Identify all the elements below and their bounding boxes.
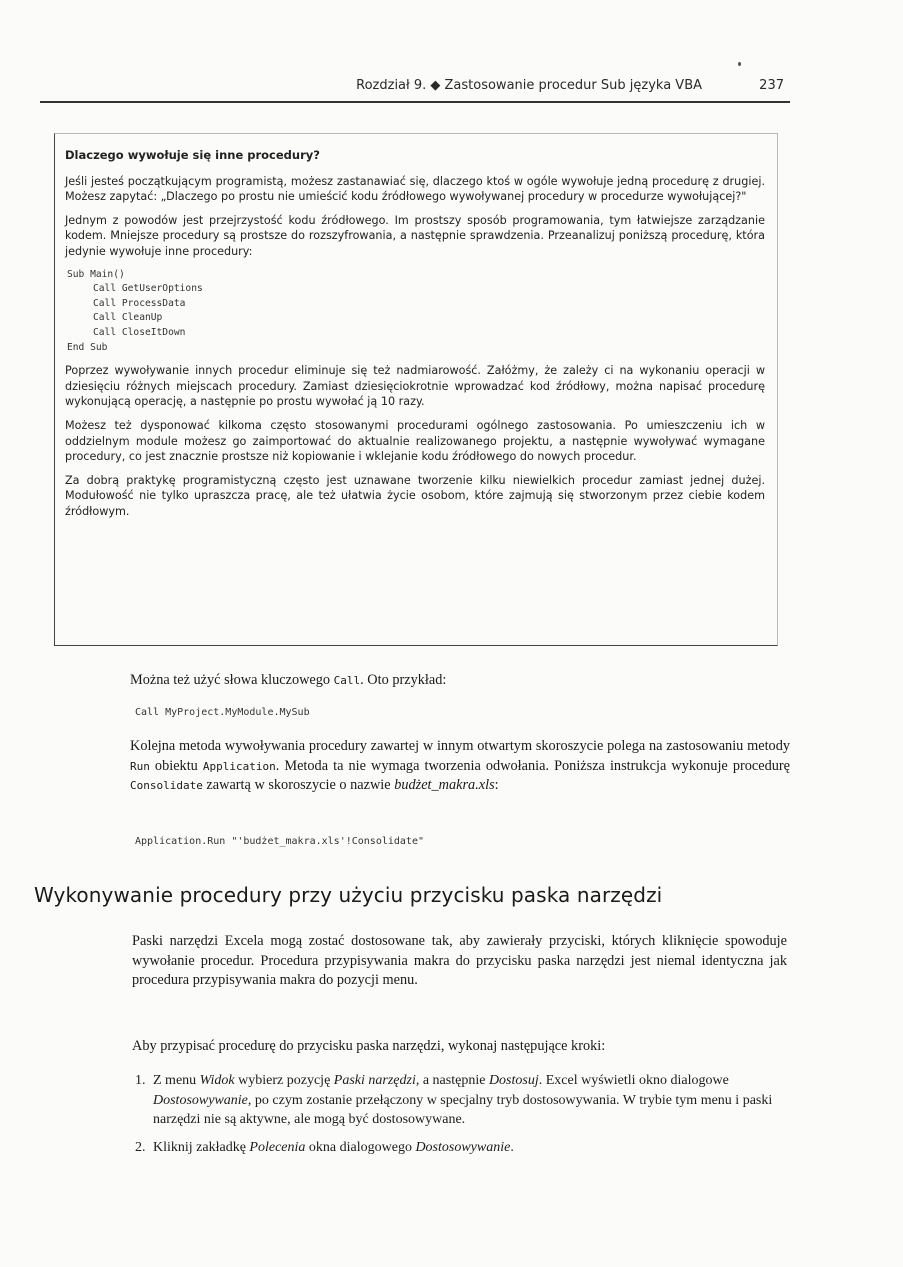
- chapter-title: Rozdział 9. ◆ Zastosowanie procedur Sub języka VBA: [356, 78, 702, 93]
- text-run: okna dialogowego: [305, 1139, 416, 1155]
- text-run: wybierz pozycję: [234, 1073, 334, 1088]
- code-line: Call GetUserOptions: [93, 283, 203, 295]
- sidebar-paragraph-1: Jeśli jesteś początkującym programistą, możesz zastanawiać się, dlaczego ktoś w ogóle wywołuje jedną procedurę z drugiej. Możesz zapytać: „Dlaczego po prostu nie umieścić kodu źródłowego wywoływanej procedury w procedurze wywołującej?": [65, 174, 765, 204]
- text-run: obiektu: [149, 757, 203, 774]
- code-line: Call CloseItDown: [93, 326, 186, 338]
- dialog-name: Dostosowywanie: [415, 1139, 511, 1155]
- text-run: Kliknij zakładkę: [153, 1139, 250, 1155]
- running-header: [40, 78, 790, 102]
- inline-code: Consolidate: [130, 779, 203, 792]
- section-paragraph-2: Aby przypisać procedurę do przycisku paska narzędzi, wykonaj następujące kroki:: [132, 1038, 606, 1054]
- tab-name: Polecenia: [249, 1139, 306, 1155]
- sidebar-paragraph-2: Jednym z powodów jest przejrzystość kodu źródłowego. Im prostszy sposób programowania, tym łatwiejsze zarządzanie kodem. Mniejsze procedury są prostsze do rozszyfrowania, a następnie sprawdzenia. Przeanalizuj poniższą procedurę, która jedynie wywołuje inne procedury:: [65, 213, 765, 258]
- scan-speck: [738, 62, 741, 66]
- code-line: End Sub: [67, 341, 108, 353]
- text-run: Z menu: [153, 1073, 200, 1088]
- text-run: Można też użyć słowa kluczowego: [130, 672, 334, 688]
- page-number: 237: [759, 78, 784, 93]
- sidebar-paragraph-4: Możesz też dysponować kilkoma często stosowanymi procedurami ogólnego zastosowania. Po umieszczeniu ich w oddzielnym module możesz go zaimportować do aktualnie realizowanego projektu, a następnie wywoływać wymagane procedury, co jest znacznie prostsze niż kopiowanie i wklejanie kodu źródłowego do nowych procedur.: [65, 418, 765, 464]
- code-line: Call ProcessData: [93, 297, 186, 309]
- text-run: , a następnie: [415, 1073, 489, 1088]
- menu-name: Widok: [199, 1073, 235, 1088]
- sidebar-box: [54, 133, 778, 646]
- text-run: Kolejna metoda wywoływania procedury zawartej w innym otwartym skoroszycie polega na zastosowaniu metody: [130, 738, 790, 754]
- list-item: [135, 1138, 775, 1158]
- code-line: Sub Main(): [67, 268, 125, 280]
- step-number: 2.: [135, 1139, 146, 1155]
- header-rule: [40, 101, 790, 103]
- dialog-name: Dostosowywanie: [153, 1092, 248, 1108]
- sidebar-title: Dlaczego wywołuje się inne procedury?: [65, 148, 320, 162]
- text-run: . Metoda ta nie wymaga tworzenia odwołania. Poniższa instrukcja wykonuje procedurę: [275, 757, 790, 774]
- call-code-example: Call MyProject.MyModule.MySub: [135, 707, 310, 718]
- text-run: . Excel wyświetli okno dialogowe: [538, 1073, 729, 1088]
- code-line: Call CleanUp: [93, 312, 163, 324]
- text-run: :: [494, 777, 499, 793]
- section-heading: Wykonywanie procedury przy użyciu przycisku paska narzędzi: [34, 883, 663, 907]
- steps-list: [135, 1071, 775, 1165]
- call-intro-paragraph: [130, 671, 790, 691]
- text-run: . Oto przykład:: [360, 672, 447, 688]
- sidebar-paragraph-3: Poprzez wywoływanie innych procedur eliminuje się też nadmiarowość. Załóżmy, że zależy ci na wykonaniu operacji w dziesięciu różnych miejscach procedury. Zamiast dziesięciokrotnie wprowadzać kod źródłowy, można napisać procedurę wykonującą operację, a następnie po prostu wywołać ją 10 razy.: [65, 364, 765, 409]
- menu-item-name: Paski narzędzi: [333, 1073, 416, 1088]
- step-number: 1.: [135, 1073, 146, 1088]
- run-code-example: Application.Run "'budżet_makra.xls'!Consolidate": [135, 836, 424, 847]
- inline-code: Call: [333, 674, 361, 687]
- menu-item-name: Dostosuj: [488, 1073, 539, 1088]
- sidebar-code-block: [67, 268, 765, 356]
- run-paragraph: [130, 737, 790, 796]
- file-name: budżet_makra.xls: [394, 777, 495, 793]
- text-run: .: [510, 1139, 514, 1155]
- sidebar-paragraph-5: Za dobrą praktykę programistyczną często jest uznawane tworzenie kilku niewielkich procedur zamiast jednej dużej. Modułowość nie tylko upraszcza pracę, ale też ułatwia życie osobom, które zajmują się stworzonym przez ciebie kodem źródłowym.: [65, 473, 765, 518]
- inline-code: Run: [130, 759, 150, 773]
- inline-code: Application: [202, 759, 276, 773]
- section-paragraph-1: Paski narzędzi Excela mogą zostać dostosowane tak, aby zawierały przyciski, których kliknięcie spowoduje wywołanie procedur. Procedura przypisywania makra do przycisku paska narzędzi jest niemal identyczna jak procedura przypisywania makra do pozycji menu.: [132, 933, 787, 988]
- list-item: [135, 1071, 775, 1130]
- text-run: zawartą w skoroszycie o nazwie: [202, 777, 395, 793]
- text-run: , po czym zostanie przełączony w specjalny tryb dostosowywania. W trybie tym menu i paski narzędzi nie są aktywne, ale mogą być dostosowywane.: [153, 1092, 773, 1127]
